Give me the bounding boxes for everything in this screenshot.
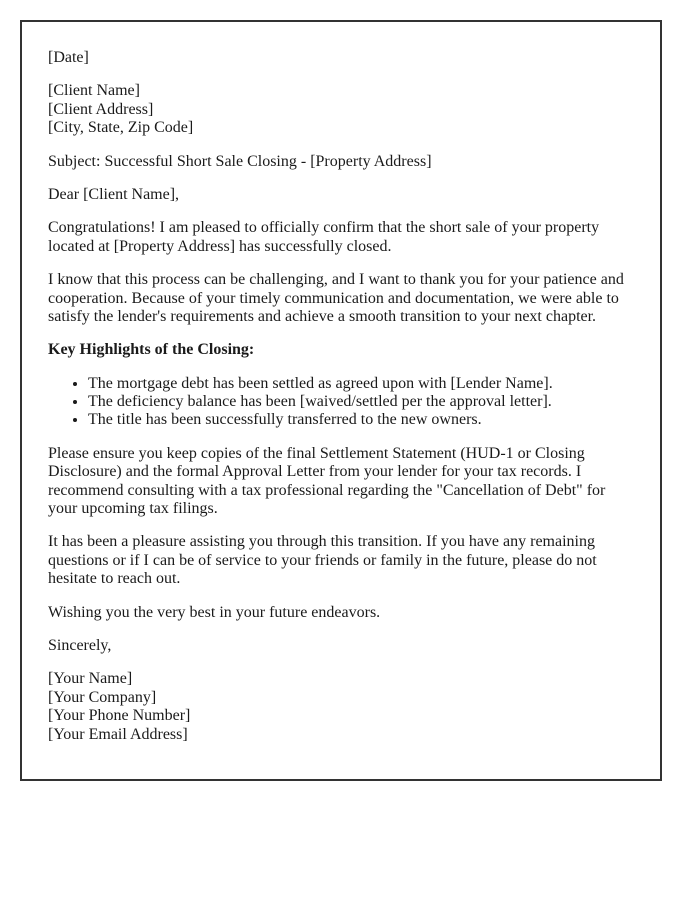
recipient-line: [Client Address] [48,100,154,118]
paragraph-records: Please ensure you keep copies of the final Settlement Statement (HUD-1 or Closing Disclosure) and the formal Approval Letter from your lender for your tax records. I recommend consulting with a tax professional regarding the "Cancellation of Debt" for your upcoming tax filings. [48,444,606,518]
highlight-item: • The deficiency balance has been [waived/settled per the approval letter]. [88,393,634,411]
recipient-block [48,82,634,137]
paragraph-pleasure: It has been a pleasure assisting you through this transition. If you have any remaining questions or if I can be of service to your friends or family in the future, please do not hesitate to reach out. [48,533,597,588]
paragraph-thanks: I know that this process can be challenging, and I want to thank you for your patience and cooperation. Because of your timely communication and documentation, we were able to satisfy the lender's requirements and achieve a smooth transition to your next chapter. [48,271,624,325]
highlights-list [48,375,634,430]
recipient-line: [City, State, Zip Code] [48,119,194,137]
signature-block [48,670,634,744]
signature-line: [Your Company] [48,688,157,706]
recipient-line: [Client Name] [48,82,140,100]
salutation: Dear [Client Name], [48,185,180,203]
highlight-item: • The title has been successfully transferred to the new owners. [88,411,634,429]
signature-line: [Your Phone Number] [48,707,191,725]
paragraph-congratulations: Congratulations! I am pleased to officially confirm that the short sale of your property located at [Property Address] has successfully closed. [48,219,600,255]
closing-salutation: Sincerely, [48,636,112,654]
subject-line: Subject: Successful Short Sale Closing - [Property Address] [48,152,432,170]
signature-line: [Your Name] [48,670,133,688]
letter-date: [Date] [48,49,89,66]
paragraph-wishing: Wishing you the very best in your future endeavors. [48,603,381,621]
highlights-heading: Key Highlights of the Closing: [48,341,255,359]
signature-line: [Your Email Address] [48,725,188,743]
highlight-item: • The mortgage debt has been settled as agreed upon with [Lender Name]. [88,375,634,393]
letter-document [20,20,662,781]
